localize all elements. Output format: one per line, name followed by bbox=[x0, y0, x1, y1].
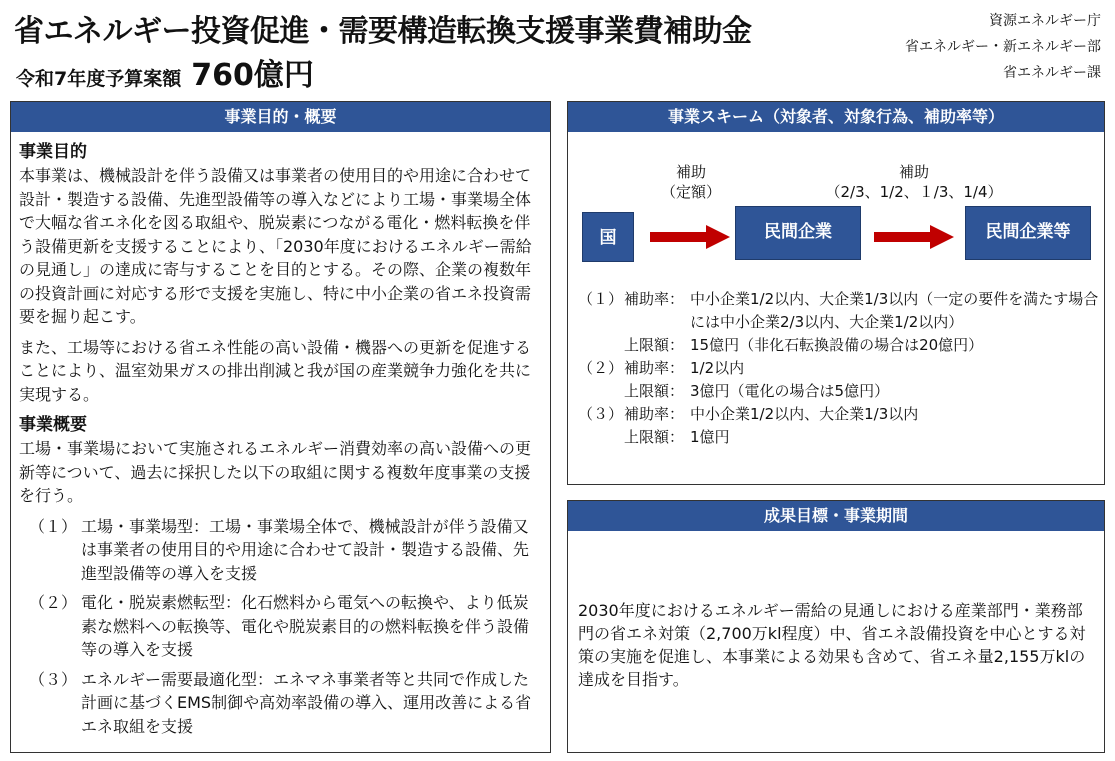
subsidy-rates bbox=[578, 288, 1102, 449]
arrow-right-icon bbox=[650, 225, 730, 249]
flow-box-government: 国 bbox=[582, 212, 634, 262]
flow-label-2 bbox=[814, 162, 1014, 202]
rate-key: 補助率： bbox=[624, 290, 685, 308]
rate-value: 中小企業1/2以内、大企業1/3以内 bbox=[690, 405, 919, 423]
budget-line bbox=[16, 50, 314, 94]
rate-row bbox=[578, 357, 1102, 380]
cap-key: 上限額： bbox=[624, 428, 685, 446]
rate-number: （２） bbox=[578, 359, 624, 377]
cap-row bbox=[578, 334, 1102, 357]
rate-number: （３） bbox=[578, 405, 624, 423]
rate-row bbox=[578, 288, 1102, 334]
rate-key: 補助率： bbox=[624, 405, 685, 423]
budget-label: 令和7年度予算案額 bbox=[16, 68, 182, 90]
cap-key: 上限額： bbox=[624, 336, 685, 354]
flow-box-private-companies: 民間企業等 bbox=[965, 206, 1091, 260]
flow-label-1-top: 補助 bbox=[675, 163, 706, 181]
arrow-right-icon bbox=[874, 225, 954, 249]
cap-row bbox=[578, 426, 1102, 449]
list-item-number: （１） bbox=[29, 516, 78, 536]
list-item bbox=[19, 591, 542, 662]
agency-line: 資源エネルギー庁 bbox=[989, 13, 1101, 29]
result-heading: 成果目標・事業期間 bbox=[568, 501, 1104, 531]
summary-title: 事業概要 bbox=[19, 415, 87, 435]
result-text: 2030年度におけるエネルギー需給の見通しにおける産業部門・業務部門の省エネ対策（2,700万kl程度）中、省エネ設備投資を中心とする対策の実施を促進し、本事業による効果も含めて、省エネ量2,155万klの達成を目指す。 bbox=[578, 601, 1086, 689]
list-item-text: エネルギー需要最適化型：エネマネ事業者等と共同で作成した計画に基づくEMS制御や高効率設備の導入、運用改善による省エネ取組を支援 bbox=[81, 669, 532, 736]
flow-box-private-company: 民間企業 bbox=[735, 206, 861, 260]
purpose-overview-heading: 事業目的・概要 bbox=[11, 102, 550, 132]
purpose-overview-panel bbox=[10, 101, 551, 753]
purpose-paragraph-1: 本事業は、機械設計を伴う設備又は事業者の使用目的や用途に合わせて設計・製造する設備、先進型設備等の導入などにより工場・事業場全体で大幅な省エネ化を図る取組や、脱炭素につながる電化・燃料転換を伴う設備更新を支援することにより、「2030年度におけるエネルギー需給の見通し」の達成に寄与することを目的とする。その際、企業の複数年の投資計画に対応する形で支援を実施し、特に中小企業の省エネ投資需要を掘り起こす。 bbox=[19, 166, 532, 326]
result-panel bbox=[567, 500, 1105, 753]
agency-line: 省エネルギー課 bbox=[1003, 65, 1101, 81]
flow-label-1-bottom: （定額） bbox=[660, 183, 721, 201]
scheme-heading: 事業スキーム（対象者、対象行為、補助率等） bbox=[568, 102, 1104, 132]
rate-value: 1/2以内 bbox=[690, 359, 745, 377]
flow-label-1 bbox=[646, 162, 736, 202]
agency-block bbox=[905, 8, 1101, 86]
scheme-panel bbox=[567, 101, 1105, 485]
program-type-list bbox=[19, 515, 542, 739]
budget-amount: 760億円 bbox=[191, 58, 314, 93]
cap-key: 上限額： bbox=[624, 382, 685, 400]
list-item-text: 工場・事業場型：工場・事業場全体で、機械設計が伴う設備又は事業者の使用目的や用途に合わせて設計・製造する設備、先進型設備等の導入を支援 bbox=[81, 516, 530, 583]
cap-value: 15億円（非化石転換設備の場合は20億円） bbox=[690, 336, 984, 354]
rate-row bbox=[578, 403, 1102, 426]
cap-row bbox=[578, 380, 1102, 403]
rate-number: （１） bbox=[578, 290, 624, 308]
agency-line: 省エネルギー・新エネルギー部 bbox=[905, 39, 1101, 55]
cap-value: 3億円（電化の場合は5億円） bbox=[690, 382, 890, 400]
flow-label-2-top: 補助 bbox=[898, 163, 929, 181]
list-item-text: 電化・脱炭素燃転型：化石燃料から電気への転換や、より低炭素な燃料への転換等、電化や脱炭素目的の燃料転換を伴う設備等の導入を支援 bbox=[81, 593, 530, 659]
purpose-paragraph-2: また、工場等における省エネ性能の高い設備・機器への更新を促進することにより、温室効果ガスの排出削減と我が国の産業競争力強化を共に実現する。 bbox=[19, 337, 532, 404]
cap-value: 1億円 bbox=[690, 428, 730, 446]
summary-paragraph: 工場・事業場において実施されるエネルギー消費効率の高い設備への更新等について、過去に採択した以下の取組に関する複数年度事業の支援を行う。 bbox=[19, 439, 532, 505]
purpose-overview-content bbox=[11, 132, 550, 738]
list-item-number: （３） bbox=[29, 669, 78, 689]
rate-key: 補助率： bbox=[624, 359, 685, 377]
list-item-number: （２） bbox=[29, 593, 78, 612]
page-title: 省エネルギー投資促進・需要構造転換支援事業費補助金 bbox=[14, 14, 752, 49]
flow-label-2-bottom: （2/3、1/2、１/3、1/4） bbox=[825, 183, 1003, 201]
list-item bbox=[19, 515, 542, 586]
rate-value: 中小企業1/2以内、大企業1/3以内（一定の要件を満たす場合には中小企業2/3以内、大企業1/2以内） bbox=[690, 290, 1099, 331]
purpose-title: 事業目的 bbox=[19, 142, 87, 162]
list-item bbox=[19, 668, 542, 739]
